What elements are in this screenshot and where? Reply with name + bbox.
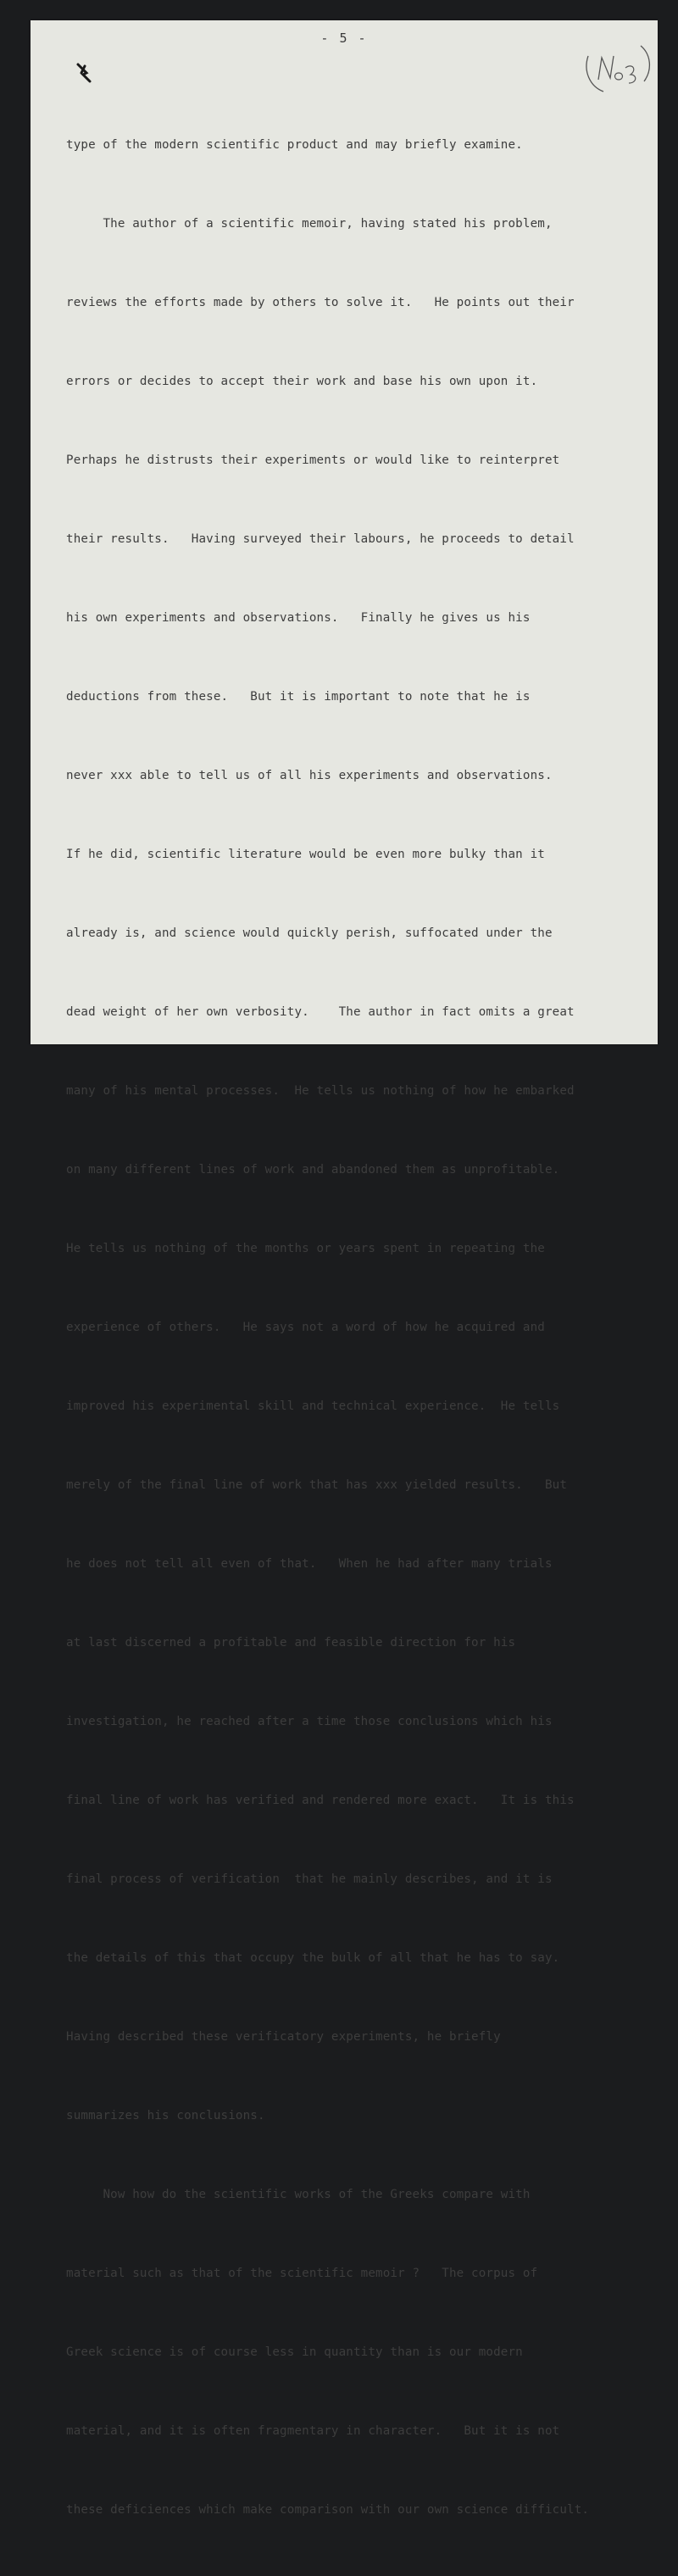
text-line: He tells us nothing of the months or years spent in repeating the xyxy=(66,1242,545,1255)
typed-text-body xyxy=(66,80,642,2576)
text-line: at last discerned a profitable and feasible direction for his xyxy=(66,1636,516,1650)
text-line: final line of work has verified and rendered more exact. It is this xyxy=(66,1794,575,1807)
text-line: reviews the efforts made by others to solve it. He points out their xyxy=(66,296,575,309)
text-line: investigation, he reached after a time those conclusions which his xyxy=(66,1715,553,1728)
text-line: Perhaps he distrusts their experiments or would like to reinterpret xyxy=(66,453,560,467)
text-line: material such as that of the scientific memoir ? The corpus of xyxy=(66,2267,538,2280)
text-line: already is, and science would quickly perish, suffocated under the xyxy=(66,926,553,940)
text-line: never xxx able to tell us of all his experiments and observations. xyxy=(66,769,553,782)
text-line: Greek science is of course less in quantity than is our modern xyxy=(66,2345,523,2359)
text-line: merely of the final line of work that has xxx yielded results. But xyxy=(66,1478,568,1492)
text-line: many of his mental processes. He tells us nothing of how he embarked xyxy=(66,1084,575,1098)
text-line: Now how do the scientific works of the Greeks compare with xyxy=(66,2188,531,2201)
text-line: errors or decides to accept their work and base his own upon it. xyxy=(66,375,538,388)
text-line: material, and it is often fragmentary in character. But it is not xyxy=(66,2424,560,2438)
text-line: he does not tell all even of that. When he had after many trials xyxy=(66,1557,553,1571)
text-line: The author of a scientific memoir, having stated his problem, xyxy=(66,217,553,231)
text-line: on many different lines of work and abandoned them as unprofitable. xyxy=(66,1163,560,1177)
text-line: the details of this that occupy the bulk of all that he has to say. xyxy=(66,1951,560,1965)
text-line: summarizes his conclusions. xyxy=(66,2109,265,2123)
text-line: dead weight of her own verbosity. The author in fact omits a great xyxy=(66,1005,575,1019)
text-line: deductions from these. But it is important to note that he is xyxy=(66,690,531,704)
text-line: their results. Having surveyed their labours, he proceeds to detail xyxy=(66,532,575,546)
page-number: - 5 - xyxy=(320,31,368,46)
text-line: experience of others. He says not a word of how he acquired and xyxy=(66,1321,545,1334)
text-line: his own experiments and observations. Finally he gives us his xyxy=(66,611,531,625)
text-line: improved his experimental skill and technical experience. He tells xyxy=(66,1399,560,1413)
text-line: type of the modern scientific product and may briefly examine. xyxy=(66,138,523,152)
text-line: these deficiences which make comparison with our own science difficult. xyxy=(66,2503,590,2517)
text-line: Having described these verificatory experiments, he briefly xyxy=(66,2030,501,2044)
text-line: final process of verification that he mainly describes, and it is xyxy=(66,1872,553,1886)
text-line: If he did, scientific literature would be even more bulky than it xyxy=(66,848,545,861)
document-page xyxy=(31,20,658,2517)
